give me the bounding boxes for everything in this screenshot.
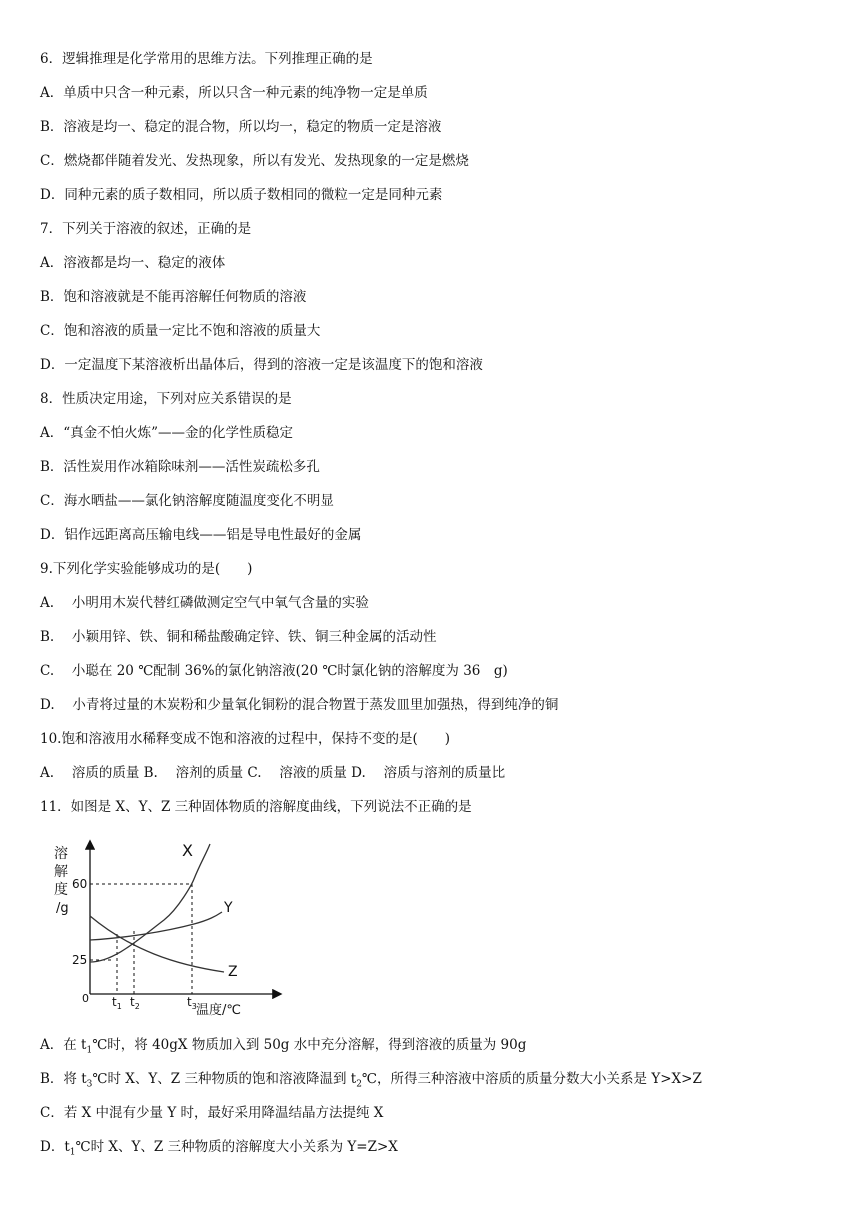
curve-label-z: Z xyxy=(228,964,238,980)
curve-label-x: X xyxy=(182,841,193,860)
question-8-stem: 8．性质决定用途，下列对应关系错误的是 xyxy=(40,391,292,407)
x-tick-t2: $t_2$ xyxy=(130,995,140,1011)
question-8-option-c: C．海水晒盐——氯化钠溶解度随温度变化不明显 xyxy=(40,493,334,509)
x-tick-t1: $t_1$ xyxy=(112,995,122,1011)
question-6-option-a: A．单质中只含一种元素，所以只含一种元素的纯净物一定是单质 xyxy=(40,85,428,101)
question-8-option-d: D．铝作远距离高压输电线——铝是导电性最好的金属 xyxy=(40,527,362,543)
question-6-stem: 6．逻辑推理是化学常用的思维方法。下列推理正确的是 xyxy=(40,51,373,67)
question-7-option-d: D．一定温度下某溶液析出晶体后，得到的溶液一定是该温度下的饱和溶液 xyxy=(40,357,483,373)
x-axis-label: 温度/℃ xyxy=(196,1003,241,1018)
question-8-option-a: A．“真金不怕火炼”——金的化学性质稳定 xyxy=(40,425,294,441)
question-10-options: A. 溶质的质量 B. 溶剂的质量 C. 溶液的质量 D. 溶质与溶剂的质量比 xyxy=(40,765,506,781)
question-6-option-c: C．燃烧都伴随着发光、发热现象，所以有发光、发热现象的一定是燃烧 xyxy=(40,153,469,169)
x-tick-t3: $t_3$ xyxy=(187,995,197,1011)
question-8-option-b: B．活性炭用作冰箱除味剂——活性炭疏松多孔 xyxy=(40,459,320,475)
y-axis-label-char-1: 溶 xyxy=(54,846,68,862)
y-tick-60: 60 xyxy=(72,877,88,891)
question-6-option-b: B．溶液是均一、稳定的混合物，所以均一，稳定的物质一定是溶液 xyxy=(40,119,442,135)
y-axis-label-char-2: 解 xyxy=(54,864,68,880)
question-7-stem: 7．下列关于溶液的叙述，正确的是 xyxy=(40,221,252,237)
question-6-option-d: D．同种元素的质子数相同，所以质子数相同的微粒一定是同种元素 xyxy=(40,187,443,203)
question-11-stem: 11．如图是 X、Y、Z 三种固体物质的溶解度曲线，下列说法不正确的是 xyxy=(40,799,472,815)
question-9-stem: 9.下列化学实验能够成功的是( ) xyxy=(40,561,253,577)
question-10-stem: 10.饱和溶液用水稀释变成不饱和溶液的过程中，保持不变的是( ) xyxy=(40,731,451,747)
question-7-option-a: A．溶液都是均一、稳定的液体 xyxy=(40,255,226,271)
question-9-option-a: A. 小明用木炭代替红磷做测定空气中氧气含量的实验 xyxy=(40,595,369,611)
question-11-option-a: A．在 $t_1℃$时，将 40gX 物质加入到 50g 水中充分溶解，得到溶液的质量为 90g xyxy=(40,1037,527,1056)
curve-label-y: Y xyxy=(224,900,233,916)
solubility-curve-figure xyxy=(44,834,284,1020)
question-11-option-d: D．$t_1℃$时 X、Y、Z 三种物质的溶解度大小关系为 Y=Z>X xyxy=(40,1139,398,1158)
question-7-option-c: C．饱和溶液的质量一定比不饱和溶液的质量大 xyxy=(40,323,321,339)
y-tick-25: 25 xyxy=(72,953,88,967)
question-9-option-c: C. 小聪在 20 ℃配制 36%的氯化钠溶液(20 ℃时氯化钠的溶解度为 36 g) xyxy=(40,663,508,679)
question-7-option-b: B．饱和溶液就是不能再溶解任何物质的溶液 xyxy=(40,289,307,305)
question-9-option-b: B. 小颖用锌、铁、铜和稀盐酸确定锌、铁、铜三种金属的活动性 xyxy=(40,629,437,645)
question-9-option-d: D. 小青将过量的木炭粉和少量氧化铜粉的混合物置于蒸发皿里加强热，得到纯净的铜 xyxy=(40,697,559,713)
y-axis-label-unit: /g xyxy=(56,901,69,916)
curve-z xyxy=(90,916,224,972)
origin-label: 0 xyxy=(82,992,89,1005)
question-11-option-b: B．将 $t_3℃$时 X、Y、Z 三种物质的饱和溶液降温到 $t_2℃$，所得三种溶液中溶质的质量分数大小关系是 Y>X>Z xyxy=(40,1071,702,1090)
question-11-option-c: C．若 X 中混有少量 Y 时，最好采用降温结晶方法提纯 X xyxy=(40,1105,384,1121)
y-axis-label-char-3: 度 xyxy=(54,882,68,898)
